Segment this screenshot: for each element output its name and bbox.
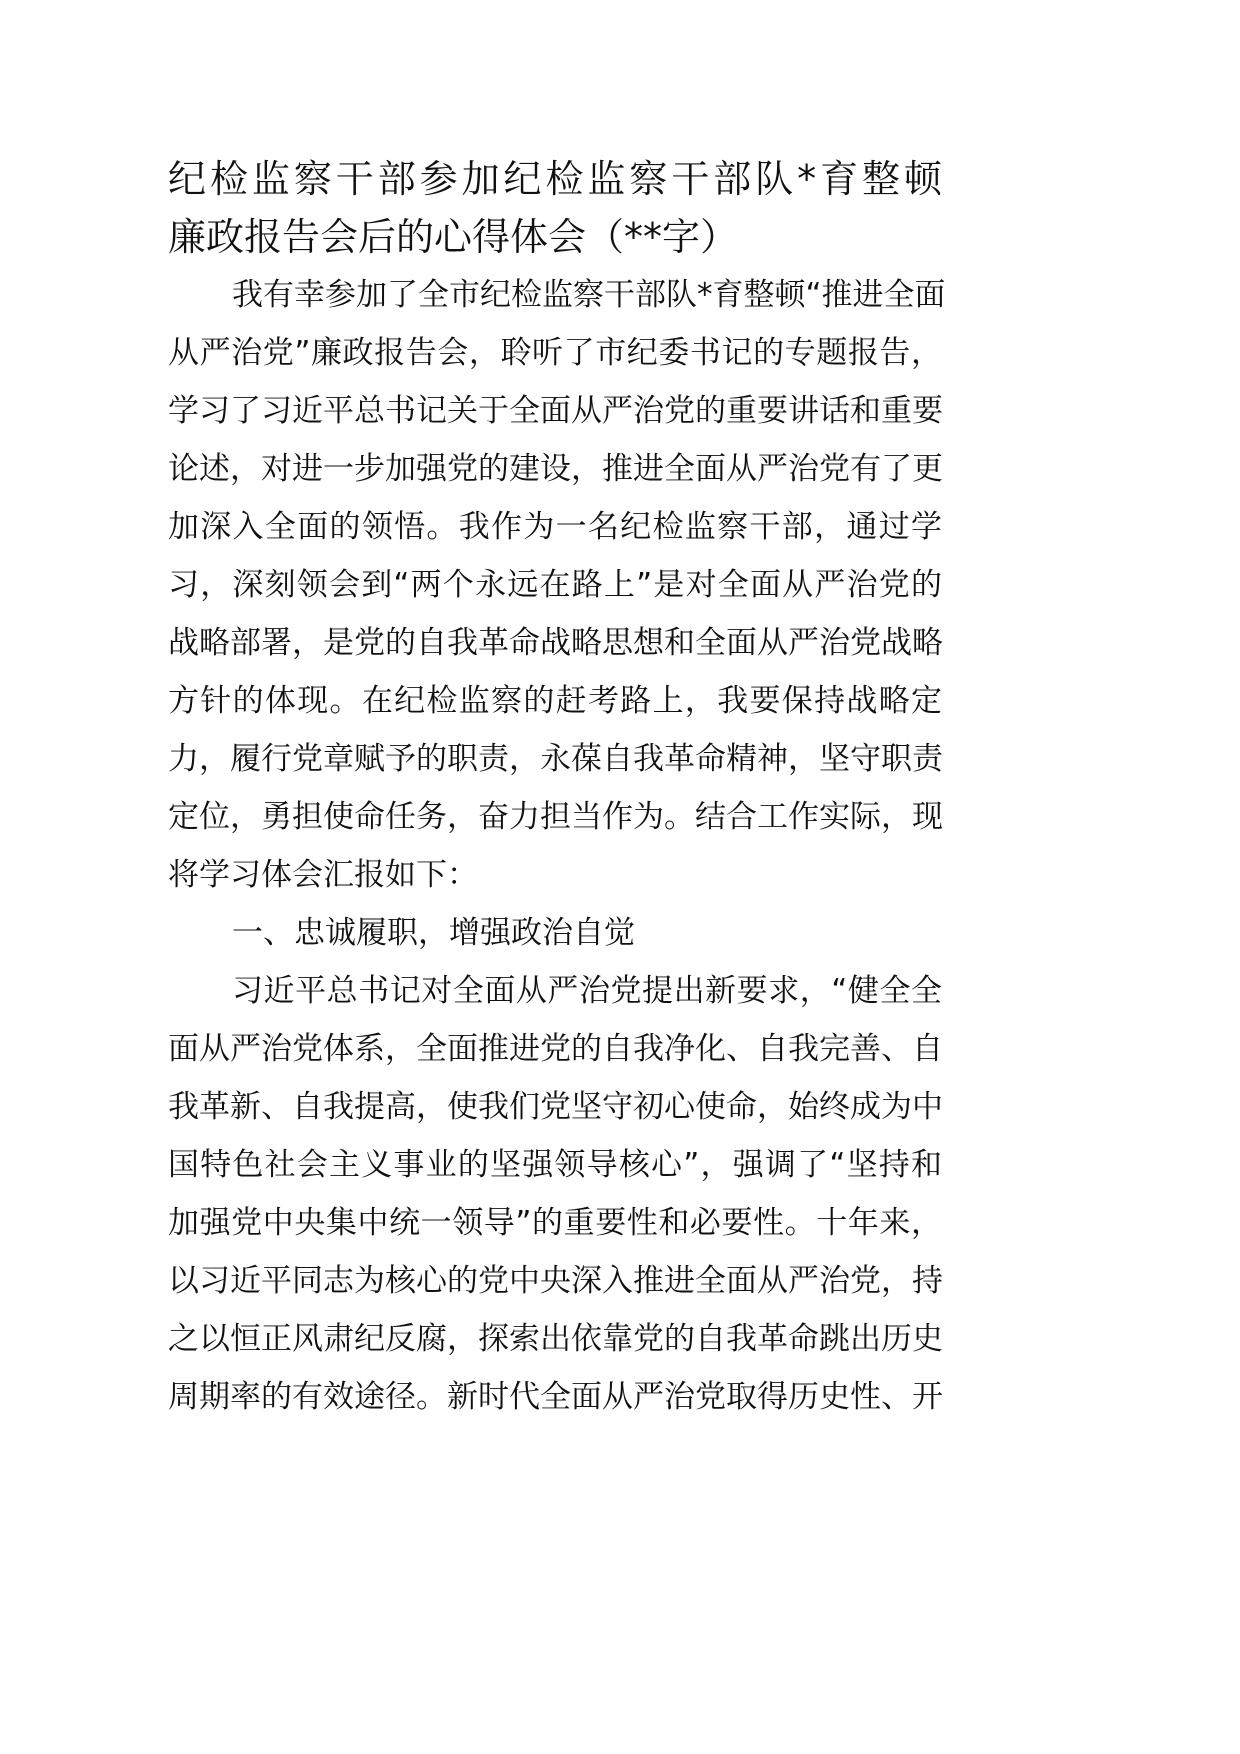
section-heading: 一、忠诚履职，增强政治自觉 bbox=[232, 915, 635, 951]
text-line: 力，履行党章赋予的职责，永葆自我革命精神，坚守职责 bbox=[168, 741, 943, 777]
paragraph-intro bbox=[168, 266, 946, 904]
document-title bbox=[168, 150, 942, 266]
text-line: 学习了习近平总书记关于全面从严治党的重要讲话和重要 bbox=[168, 393, 943, 429]
title-line: 廉政报告会后的心得体会（**字） bbox=[168, 215, 739, 259]
text-line: 加深入全面的领悟。我作为一名纪检监察干部，通过学 bbox=[168, 509, 942, 545]
text-line: 论述，对进一步加强党的建设，推进全面从严治党有了更 bbox=[168, 451, 943, 487]
text-line: 定位，勇担使命任务，奋力担当作为。结合工作实际，现 bbox=[168, 799, 943, 835]
text-line: 从严治党”廉政报告会，聆听了市纪委书记的专题报告， bbox=[168, 335, 942, 371]
text-line: 我有幸参加了全市纪检监察干部队*育整顿“推进全面 bbox=[232, 277, 946, 313]
text-line: 战略部署，是党的自我革命战略思想和全面从严治党战略 bbox=[168, 625, 943, 661]
text-line: 习近平总书记对全面从严治党提出新要求，“健全全 bbox=[232, 973, 942, 1009]
text-line: 加强党中央集中统一领导”的重要性和必要性。十年来， bbox=[168, 1205, 942, 1241]
text-line: 之以恒正风肃纪反腐，探索出依靠党的自我革命跳出历史 bbox=[168, 1321, 943, 1357]
text-line: 将学习体会汇报如下： bbox=[168, 857, 478, 893]
text-line: 国特色社会主义事业的坚强领导核心”，强调了“坚持和 bbox=[168, 1147, 942, 1183]
document-page bbox=[168, 150, 946, 1426]
paragraph-section-1 bbox=[168, 962, 942, 1426]
text-line: 方针的体现。在纪检监察的赶考路上，我要保持战略定 bbox=[168, 683, 942, 719]
title-line: 纪检监察干部参加纪检监察干部队*育整顿 bbox=[168, 157, 942, 201]
text-line: 习，深刻领会到“两个永远在路上”是对全面从严治党的 bbox=[168, 567, 942, 603]
text-line: 我革新、自我提高，使我们党坚守初心使命，始终成为中 bbox=[168, 1089, 943, 1125]
text-line: 以习近平同志为核心的党中央深入推进全面从严治党，持 bbox=[168, 1263, 943, 1299]
text-line: 面从严治党体系，全面推进党的自我净化、自我完善、自 bbox=[168, 1031, 943, 1067]
text-line: 周期率的有效途径。新时代全面从严治党取得历史性、开 bbox=[168, 1379, 943, 1415]
